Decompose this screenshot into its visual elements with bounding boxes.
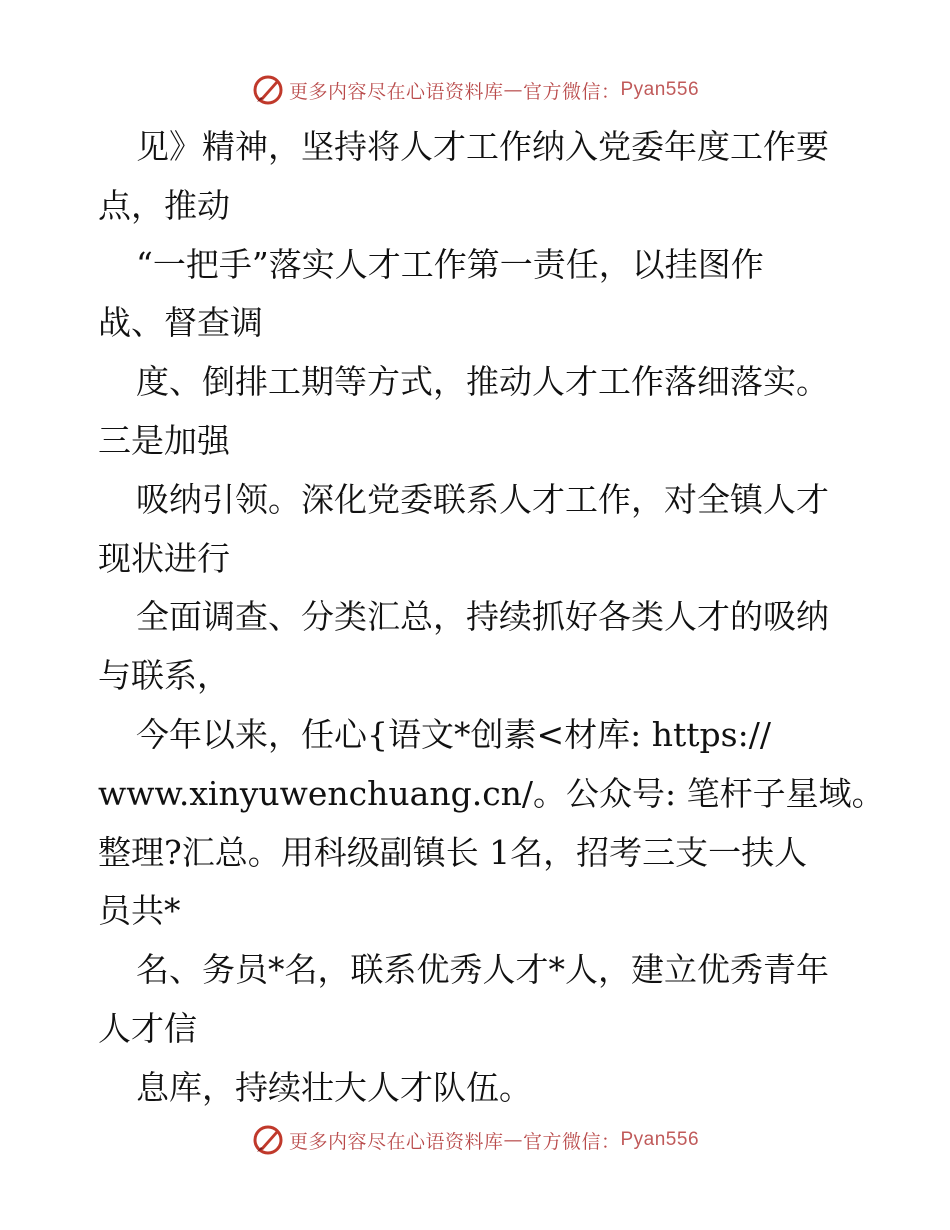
text-line: www.xinyuwenchuang.cn/。公众号: 笔杆子星域。	[98, 773, 885, 813]
quill-logo-icon	[251, 1123, 285, 1157]
text-line: 吸纳引领。深化党委联系人才工作，对全镇人才	[136, 479, 829, 519]
header-dash: —	[503, 79, 523, 101]
footer-slogan: 更多内容尽在心语资料库	[288, 1130, 504, 1153]
text-line: 员共*	[98, 891, 181, 931]
text-line: 度、倒排工期等方式，推动人才工作落细落实。	[136, 362, 829, 402]
header-contact-label: 官方微信：	[522, 80, 621, 103]
text-line: 见》精神，坚持将人才工作纳入党委年度工作要	[136, 127, 829, 166]
body-text	[98, 118, 885, 1118]
footer-contact-label: 官方微信：	[522, 1130, 621, 1153]
text-line: 息库，持续壮大人才队伍。	[136, 1067, 532, 1107]
footer-dash: —	[503, 1129, 523, 1151]
text-line: 与联系，	[98, 656, 230, 696]
header-banner	[0, 70, 950, 110]
text-line: 现状进行	[98, 538, 230, 578]
text-line: 战、督查调	[98, 303, 263, 343]
text-line: 整理?汇总。用科级副镇长 1名，招考三支一扶人	[98, 832, 808, 872]
text-line: 点，推动	[98, 185, 230, 225]
text-line: 名、务员*名，联系优秀人才*人，建立优秀青年	[136, 950, 829, 990]
footer-account: Pyan556	[620, 1129, 700, 1150]
text-line: 今年以来，任心{语文*创素<材库: https://	[136, 714, 771, 754]
header-slogan: 更多内容尽在心语资料库	[288, 80, 504, 103]
text-line: 全面调查、分类汇总，持续抓好各类人才的吸纳	[136, 597, 829, 637]
text-line: “一把手”落实人才工作第一责任，以挂图作	[136, 244, 764, 284]
quill-logo-icon	[251, 73, 285, 107]
text-line: 人才信	[98, 1008, 197, 1048]
header-account: Pyan556	[620, 79, 700, 100]
text-line: 三是加强	[98, 420, 230, 460]
footer-banner	[0, 1120, 950, 1160]
